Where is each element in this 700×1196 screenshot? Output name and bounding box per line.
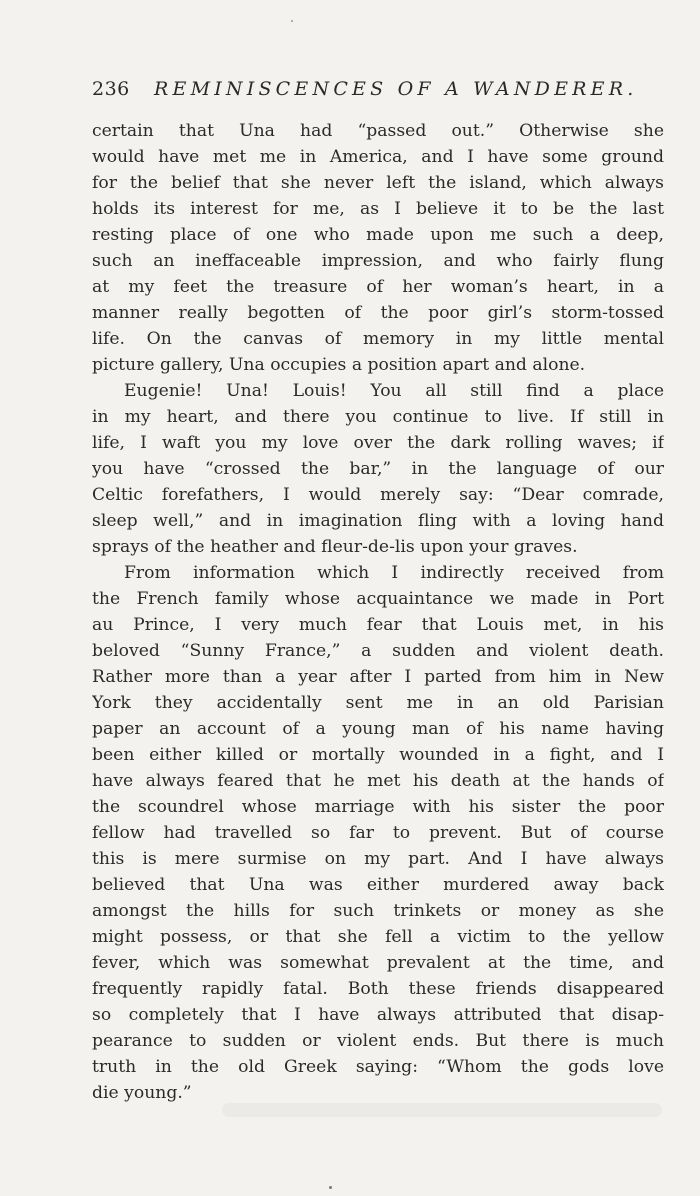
page-number: 236 — [92, 78, 130, 100]
text-line: frequently rapidly fatal. Both these friends disappeared — [92, 979, 664, 999]
text-line: manner really begotten of the poor girl’s storm-tossed — [92, 303, 664, 323]
text-line: York they accidentally sent me in an old Parisian — [92, 693, 664, 713]
paragraph — [92, 118, 664, 378]
running-title: REMINISCENCES OF A WANDERER. — [154, 78, 638, 100]
text-line: fever, which was somewhat prevalent at the time, and — [92, 953, 664, 973]
text-line: Celtic forefathers, I would merely say: “Dear comrade, — [92, 485, 664, 505]
text-line: sleep well,” and in imagination fling with a loving hand — [92, 511, 664, 531]
text-line: Eugenie! Una! Louis! You all still find a place — [124, 381, 664, 401]
text-line: au Prince, I very much fear that Louis met, in his — [92, 615, 664, 635]
text-line: been either killed or mortally wounded in a fight, and I — [92, 745, 664, 765]
text-line: might possess, or that she fell a victim to the yellow — [92, 927, 664, 947]
text-line: From information which I indirectly received from — [124, 563, 664, 583]
text-line: would have met me in America, and I have some ground — [92, 147, 664, 167]
paper-speck — [291, 20, 293, 22]
text-line: in my heart, and there you continue to live. If still in — [92, 407, 664, 427]
text-line: beloved “Sunny France,” a sudden and violent death. — [92, 641, 664, 661]
text-line: sprays of the heather and fleur-de-lis upon your graves. — [92, 537, 578, 557]
body-text — [92, 118, 664, 1106]
text-line: such an ineffaceable impression, and who fairly flung — [92, 251, 664, 271]
text-line: picture gallery, Una occupies a position apart and alone. — [92, 355, 586, 375]
text-line: for the belief that she never left the island, which always — [92, 173, 664, 193]
show-through-smudge — [222, 1103, 662, 1117]
text-line: you have “crossed the bar,” in the language of our — [92, 459, 664, 479]
paragraph — [92, 378, 664, 560]
text-line: the scoundrel whose marriage with his sister the poor — [92, 797, 664, 817]
text-line: Rather more than a year after I parted from him in New — [92, 667, 664, 687]
running-head — [92, 78, 664, 104]
text-line: paper an account of a young man of his name having — [92, 719, 664, 739]
text-line: pearance to sudden or violent ends. But there is much — [92, 1031, 664, 1051]
paper-speck — [329, 1186, 332, 1189]
text-line: truth in the old Greek saying: “Whom the gods love — [92, 1057, 664, 1077]
text-line: life. On the canvas of memory in my little mental — [92, 329, 664, 349]
text-line: so completely that I have always attributed that disap- — [92, 1005, 664, 1025]
text-line: die young.” — [92, 1083, 192, 1103]
text-line: the French family whose acquaintance we made in Port — [92, 589, 664, 609]
text-line: amongst the hills for such trinkets or money as she — [92, 901, 664, 921]
text-line: this is mere surmise on my part. And I have always — [92, 849, 664, 869]
book-page — [92, 78, 664, 1106]
text-line: believed that Una was either murdered away back — [92, 875, 664, 895]
paragraph — [92, 560, 664, 1106]
text-line: holds its interest for me, as I believe it to be the last — [92, 199, 664, 219]
text-line: at my feet the treasure of her woman’s heart, in a — [92, 277, 664, 297]
text-line: certain that Una had “passed out.” Otherwise she — [92, 121, 664, 141]
text-line: have always feared that he met his death at the hands of — [92, 771, 664, 791]
text-line: resting place of one who made upon me such a deep, — [92, 225, 664, 245]
text-line: fellow had travelled so far to prevent. But of course — [92, 823, 664, 843]
text-line: life, I waft you my love over the dark rolling waves; if — [92, 433, 664, 453]
